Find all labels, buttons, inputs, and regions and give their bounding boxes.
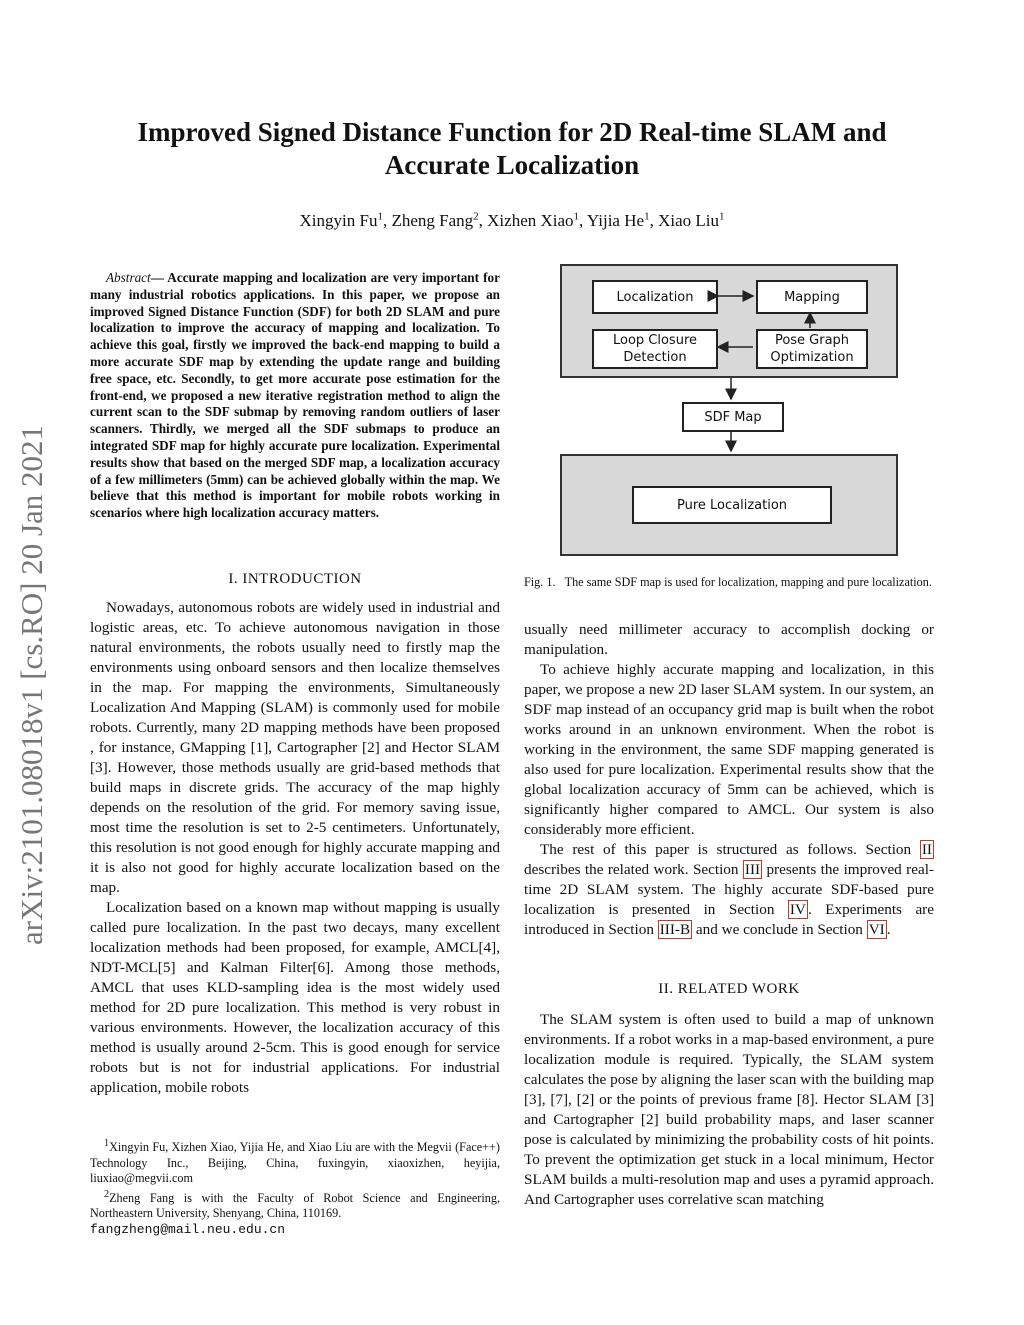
related-work-body <box>524 1010 934 1210</box>
section-ref-link[interactable]: III <box>744 861 761 878</box>
paragraph: usually need millimeter accuracy to accomplish docking or manipulation. <box>524 621 934 658</box>
figure-1 <box>524 262 934 562</box>
section-ref-link[interactable]: IV <box>789 901 806 918</box>
paragraph: To achieve highly accurate mapping and localization, in this paper, we propose a new 2D laser SLAM system. In our system, an SDF map instead of an occupancy grid map is built when the robot works around in an unknown environment. When the robot is working in the environment, the same SDF mapping generated is also used for pure localization. Experimental results show that the global localization accuracy of 5mm can be achieved, which is significantly higher compared to AMCL. Our system is also considerably more efficient. <box>524 661 934 838</box>
section-ref-link[interactable]: III-B <box>659 921 691 938</box>
title-line-1: Improved Signed Distance Function for 2D Real-time SLAM and <box>137 117 887 147</box>
intro-continued <box>524 620 934 940</box>
author: Yijia He$^1$, <box>586 210 659 230</box>
footnote-email: fangzheng@mail.neu.edu.cn <box>90 1221 286 1237</box>
section-heading-introduction: I. INTRODUCTION <box>228 571 362 587</box>
caption-text: The same SDF map is used for localization, mapping and pure localization. <box>564 575 932 589</box>
abstract <box>90 270 500 522</box>
paragraph: Nowadays, autonomous robots are widely used in industrial and logistic areas, etc. To achieve autonomous navigation in those natural environments, the robots usually need to firstly map the environments using onboard sensors and then localize themselves in the map. For mapping the environments, Simultaneously Localization And Mapping (SLAM) is commonly used for mobile robots. Currently, many 2D mapping methods have been proposed , for instance, GMapping [1], Cartographer [2] and Hector SLAM [3]. However, those methods usually are grid-based methods that build maps in discrete grids. The accuracy of the map highly depends on the resolution of the grid. For memory saving issue, most time the resolution is set to 2-5 centimeters. Unfortunately, this resolution is not good enough for highly accurate mapping and it is also not good for highly accurate localization based on the map. <box>90 599 500 896</box>
abstract-label: Abstract <box>106 270 151 285</box>
footnote-2: $^2$Zheng Fang is with the Faculty of Robot Science and Engineering, Northeastern University, Shenyang, China, 110169. fangzheng@mail.neu.edu.cn <box>90 1188 500 1237</box>
loop-closure-box: Loop Closure Detection <box>592 329 718 369</box>
pure-localization-box: Pure Localization <box>632 486 832 524</box>
footnote-1: $^1$Xingyin Fu, Xizhen Xiao, Yijia He, and Xiao Liu are with the Megvii (Face++) Technology Inc., Beijing, China, fuxingyin, xiaoxizhen, heyijia, liuxiao@megvii.com <box>90 1138 500 1186</box>
mapping-box: Mapping <box>756 280 868 314</box>
paragraph: Localization based on a known map without mapping is usually called pure localization. In the past two decays, many excellent localization methods had been proposed, for example, AMCL[4], NDT-MCL[5] and Kalman Filter[6]. Among those methods, AMCL that uses KLD-sampling idea is the most widely used method for 2D pure localization. This method is very robust in various environments. However, the localization accuracy of this method is usually around 2-5cm. This is good enough for service robots but is not for industrial applications. For industrial application, mobile robots <box>90 899 500 1096</box>
author: Xiao Liu$^1$ <box>658 210 725 230</box>
author-list <box>0 210 1024 231</box>
author: Xizhen Xiao$^1$, <box>487 210 587 230</box>
section-ref-link[interactable]: II <box>921 841 932 858</box>
title-line-2: Accurate Localization <box>384 150 640 180</box>
footnotes <box>90 1136 500 1237</box>
author: Zheng Fang$^2$, <box>391 210 488 230</box>
paragraph: The SLAM system is often used to build a map of unknown environments. If a robot works in a map-based environment, a pure localization module is required. Typically, the SLAM system calculates the pose by aligning the laser scan with the building map [3], [7], [2] or the points of previous frame [8]. Hector SLAM [3] and Cartographer [2] build probability maps, and laser scanner pose is calculated by minimizing the probability costs of hit points. To prevent the optimization get stuck in a local minimum, Hector SLAM builds a multi-resolution map and uses a pyramid approach. And Cartographer uses correlative scan matching <box>524 1011 934 1208</box>
author: Xingyin Fu$^1$, <box>299 210 392 230</box>
caption-label: Fig. 1. <box>524 575 556 589</box>
sdf-map-box: SDF Map <box>682 402 784 432</box>
abstract-text: — Accurate mapping and localization are very important for many industrial robotics applications. In this paper, we propose an improved Signed Distance Function (SDF) for both 2D SLAM and pure localization to improve the accuracy of mapping and localization. To achieve this goal, firstly we improved the back-end mapping to build a more accurate SDF map by extending the update range and building free space, etc. Secondly, to get more accurate pose estimation for the front-end, we proposed a new iterative registration method to align the current scan to the SDF submap by removing random outliers of laser scanners. Thirdly, we merged all the SDF submaps to produce an integrated SDF map for highly accurate pure localization. Experimental results show that based on the merged SDF map, a localization accuracy of a few millimeters (5mm) can be achieved globally within the map. We believe that this method is important for mobile robots working in scenarios where high localization accuracy matters. <box>90 270 500 521</box>
arxiv-stamp: arXiv:2101.08018v1 [cs.RO] 20 Jan 2021 <box>14 424 49 945</box>
section-heading-related-work: II. RELATED WORK <box>658 981 800 997</box>
introduction-body <box>90 598 500 1098</box>
paragraph: The rest of this paper is structured as follows. Section II describes the related work. Section III presents the improved real-time 2D SLAM system. The highly accurate SDF-based pure localization is presented in Section IV . Experiments are introduced in Section III-B and we conclude in Section VI . <box>524 841 934 938</box>
pose-graph-box: Pose Graph Optimization <box>756 329 868 369</box>
figure-caption <box>524 575 934 590</box>
figure-arrows <box>524 262 934 562</box>
localization-box: Localization <box>592 280 718 314</box>
section-ref-link[interactable]: VI <box>868 921 885 938</box>
paper-title <box>0 116 1024 182</box>
